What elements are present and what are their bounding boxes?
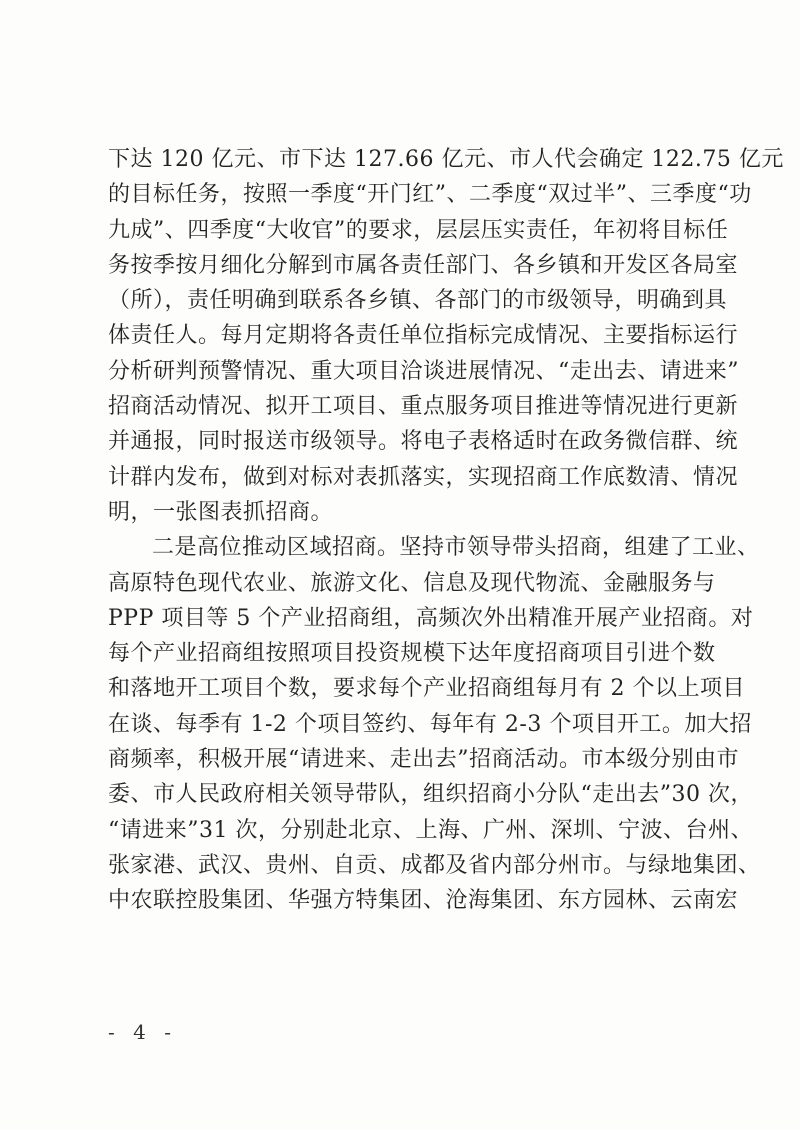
text-line: 中农联控股集团、华强方特集团、沧海集团、东方园林、云南宏 <box>108 888 739 914</box>
text-line: 明，一张图表抓招商。 <box>108 499 334 525</box>
text-line: 并通报，同时报送市级领导。将电子表格适时在政务微信群、统 <box>108 429 739 455</box>
text-line: 体责任人。每月定期将各责任单位指标完成情况、主要指标运行 <box>108 323 739 349</box>
text-line: 的目标任务，按照一季度“开门红”、二季度“双过半”、三季度“功 <box>108 182 752 208</box>
text-line: 张家港、武汉、贵州、自贡、成都及省内部分州市。与绿地集团、 <box>108 852 761 878</box>
text-line: “请进来”31 次，分别赴北京、上海、广州、深圳、宁波、台州、 <box>108 817 753 843</box>
text-line: PPP 项目等 5 个产业招商组，高频次外出精准开展产业招商。对 <box>108 605 754 631</box>
text-line: 九成”、四季度“大收官”的要求，层层压实责任，年初将目标任 <box>108 217 729 243</box>
text-line: 招商活动情况、拟开工项目、重点服务项目推进等情况进行更新 <box>108 394 739 420</box>
page-number: - 4 - <box>108 1020 177 1044</box>
text-line: 下达 120 亿元、市下达 127.66 亿元、市人代会确定 122.75 亿元 <box>108 147 784 172</box>
paragraph-first-line: 二是高位推动区域招商。坚持市领导带头招商，组建了工业、 <box>152 535 760 561</box>
text-line: 在谈、每季有 1-2 个项目签约、每年有 2-3 个项目开工。加大招 <box>108 711 752 737</box>
text-line: 高原特色现代农业、旅游文化、信息及现代物流、金融服务与 <box>108 570 716 596</box>
text-line: 委、市人民政府相关领导带队，组织招商小分队“走出去”30 次， <box>108 782 753 808</box>
body-text <box>108 142 784 919</box>
text-line: 计群内发布，做到对标对表抓落实，实现招商工作底数清、情况 <box>108 464 739 490</box>
text-line: 商频率，积极开展“请进来、走出去”招商活动。市本级分别由市 <box>108 747 739 773</box>
text-line: 每个产业招商组按照项目投资规模下达年度招商项目引进个数 <box>108 641 716 667</box>
text-line: 和落地开工项目个数，要求每个产业招商组每月有 2 个以上项目 <box>108 676 745 702</box>
text-line: 务按季按月细化分解到市属各责任部门、各乡镇和开发区各局室 <box>108 252 739 278</box>
text-line: （所），责任明确到联系各乡镇、各部门的市级领导，明确到具 <box>108 288 728 314</box>
text-line: 分析研判预警情况、重大项目洽谈进展情况、“走出去、请进来” <box>108 358 739 384</box>
